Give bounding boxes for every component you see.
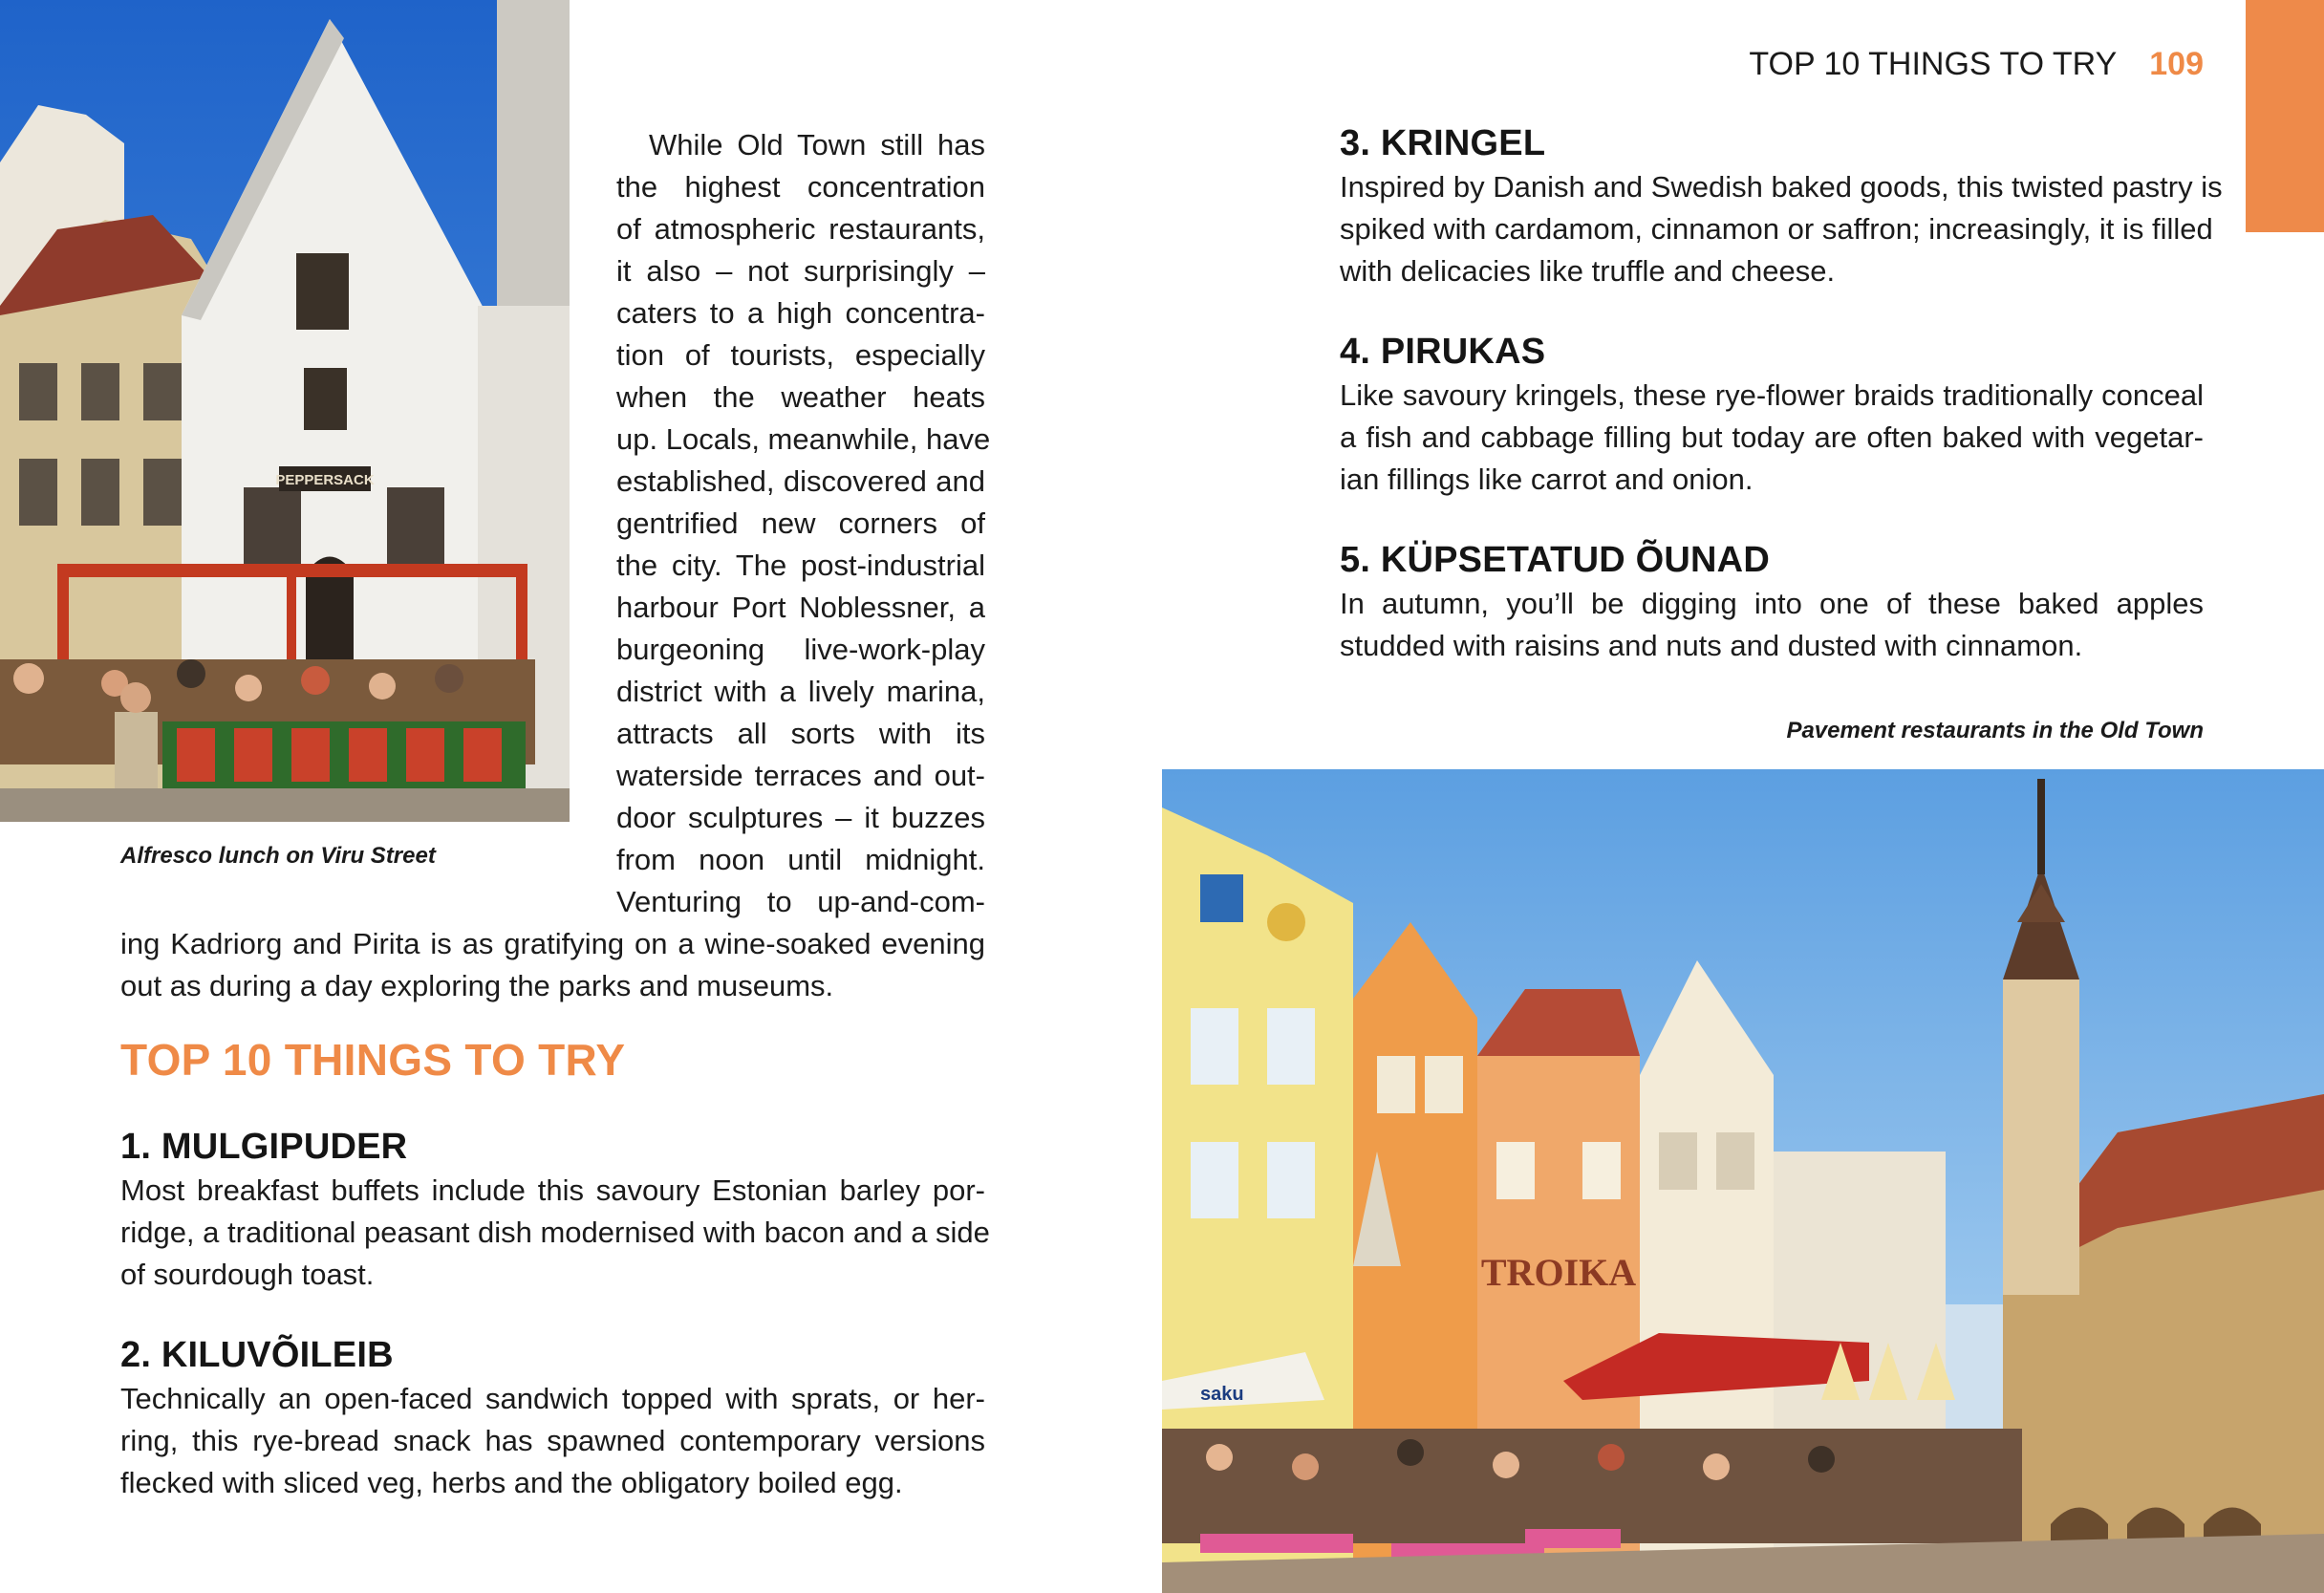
item-line: ridge, a traditional peasant dish modernised with bacon and a side	[120, 1216, 990, 1249]
intro-line: district with a lively marina,	[616, 675, 985, 708]
intro-paragraph	[616, 124, 991, 923]
intro-line: out as during a day exploring the parks and museums.	[120, 969, 834, 1002]
intro-line: caters to a high concentra-	[616, 296, 985, 330]
item-line: Most breakfast buffets include this savoury Estonian barley por-	[120, 1173, 985, 1207]
troika-sign: TROIKA	[1480, 1251, 1637, 1294]
intro-line: it also – not surprisingly –	[616, 254, 985, 288]
photo-viru-street	[0, 0, 570, 822]
intro-line: Venturing to up-and-com-	[616, 885, 985, 918]
saku-umbrella-label: saku	[1200, 1384, 1244, 1405]
item-title: 4. PIRUKAS	[1340, 332, 1546, 372]
item-title: 5. KÜPSETATUD ÕUNAD	[1340, 540, 1770, 580]
intro-line: established, discovered and	[616, 464, 985, 498]
top10-item-3	[1340, 120, 2223, 292]
peppersack-sign: PEPPERSACK	[275, 472, 375, 488]
top10-item-5	[1340, 537, 2204, 667]
intro-line: when the weather heats	[616, 380, 985, 414]
item-line: a fish and cabbage filling but today are often baked with vegetar-	[1340, 420, 2204, 454]
item-line: Inspired by Danish and Swedish baked goods, this twisted pastry is	[1340, 170, 2223, 204]
item-title: 2. KILUVÕILEIB	[120, 1335, 394, 1375]
item-line: Like savoury kringels, these rye-flower braids traditionally conceal	[1340, 378, 2204, 412]
top10-item-4	[1340, 329, 2204, 501]
intro-line: door sculptures – it buzzes	[616, 801, 985, 834]
intro-paragraph-continued	[120, 923, 985, 1007]
intro-line: of atmospheric restaurants,	[616, 212, 985, 246]
item-line: studded with raisins and nuts and dusted with cinnamon.	[1340, 629, 2083, 662]
item-title: 1. MULGIPUDER	[120, 1127, 408, 1167]
intro-line: waterside terraces and out-	[616, 759, 985, 792]
intro-line: up. Locals, meanwhile, have	[616, 422, 991, 456]
item-line: ian fillings like carrot and onion.	[1340, 463, 1754, 496]
running-header	[1749, 46, 2204, 83]
top10-item-1	[120, 1124, 990, 1296]
top10-item-2	[120, 1332, 985, 1504]
intro-line: gentrified new corners of	[616, 506, 985, 540]
section-tab	[2246, 0, 2324, 232]
intro-line: tion of tourists, especially	[616, 338, 985, 372]
item-line: flecked with sliced veg, herbs and the obligatory boiled egg.	[120, 1466, 903, 1499]
photo-old-town-square	[1162, 769, 2324, 1593]
intro-line: ing Kadriorg and Pirita is as gratifying on a wine-soaked evening	[120, 927, 985, 960]
running-header-title: TOP 10 THINGS TO TRY	[1749, 46, 2118, 82]
top10-heading: TOP 10 THINGS TO TRY	[120, 1035, 626, 1085]
intro-line: the city. The post-industrial	[616, 549, 985, 582]
item-line: of sourdough toast.	[120, 1258, 375, 1291]
intro-line: the highest concentration	[616, 170, 985, 204]
intro-line: burgeoning live-work-play	[616, 633, 985, 666]
caption-old-town: Pavement restaurants in the Old Town	[1786, 718, 2204, 743]
item-title: 3. KRINGEL	[1340, 123, 1546, 163]
caption-viru-street: Alfresco lunch on Viru Street	[120, 843, 436, 869]
item-line: In autumn, you’ll be digging into one of these baked apples	[1340, 587, 2204, 620]
item-line: ring, this rye-bread snack has spawned contemporary versions	[120, 1424, 985, 1457]
item-line: spiked with cardamom, cinnamon or saffron; increasingly, it is filled	[1340, 212, 2213, 246]
page-number: 109	[2149, 46, 2204, 82]
intro-line: from noon until midnight.	[616, 843, 985, 876]
intro-line: attracts all sorts with its	[616, 717, 985, 750]
item-line: Technically an open-faced sandwich topped with sprats, or her-	[120, 1382, 985, 1415]
intro-line: harbour Port Noblessner, a	[616, 591, 985, 624]
intro-line: While Old Town still has	[649, 128, 985, 161]
item-line: with delicacies like truffle and cheese.	[1340, 254, 1836, 288]
